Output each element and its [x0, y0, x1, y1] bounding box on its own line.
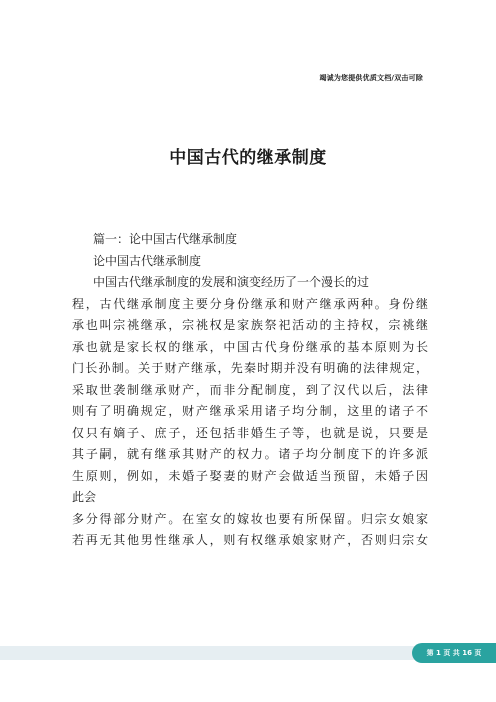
body-line: 论中国古代继承制度 [93, 253, 202, 268]
header-note: 竭诚为您提供优质文档/双击可除 [319, 74, 423, 82]
body-line: 中国古代继承制度的发展和演变经历了一个漫长的过 [93, 275, 370, 289]
body-line: 仅只有嫡子、庶子，还包括非婚生子等，也就是说，只要是 [72, 425, 428, 440]
body-line: 承也叫宗祧继承，宗祧权是家族祭祀活动的主持权，宗祧继 [72, 318, 428, 332]
body-line: 篇一：论中国古代继承制度 [93, 232, 238, 246]
body-line: 门长孙制。关于财产继承，先秦时期并没有明确的法律规定， [72, 361, 428, 375]
body-line: 此会 [72, 490, 97, 504]
body-line: 若再无其他男性继承人，则有权继承娘家财产，否则归宗女 [72, 533, 428, 547]
body-line: 则有了明确规定，财产继承采用诸子均分制，这里的诸子不 [72, 404, 428, 418]
body-line: 其子嗣，就有继承其财产的权力。诸子均分制度下的许多派 [72, 447, 428, 461]
body-line: 生原则，例如，未婚子娶妻的财产会做适当预留，未婚子因 [72, 468, 428, 483]
body-line: 承也就是家长权的继承，中国古代身份继承的基本原则为长 [72, 339, 428, 354]
body-line: 多分得部分财产。在室女的嫁妆也要有所保留。归宗女娘家 [72, 511, 428, 526]
body-line: 采取世袭制继承财产，而非分配制度，到了汉代以后，法律 [72, 382, 428, 397]
document-body [72, 229, 428, 552]
page-number-badge: 第 1 页 共 16 页 [412, 643, 496, 663]
body-line: 程，古代继承制度主要分身份继承和财产继承两种。身份继 [72, 296, 428, 311]
document-title: 中国古代的继承制度 [169, 148, 327, 168]
